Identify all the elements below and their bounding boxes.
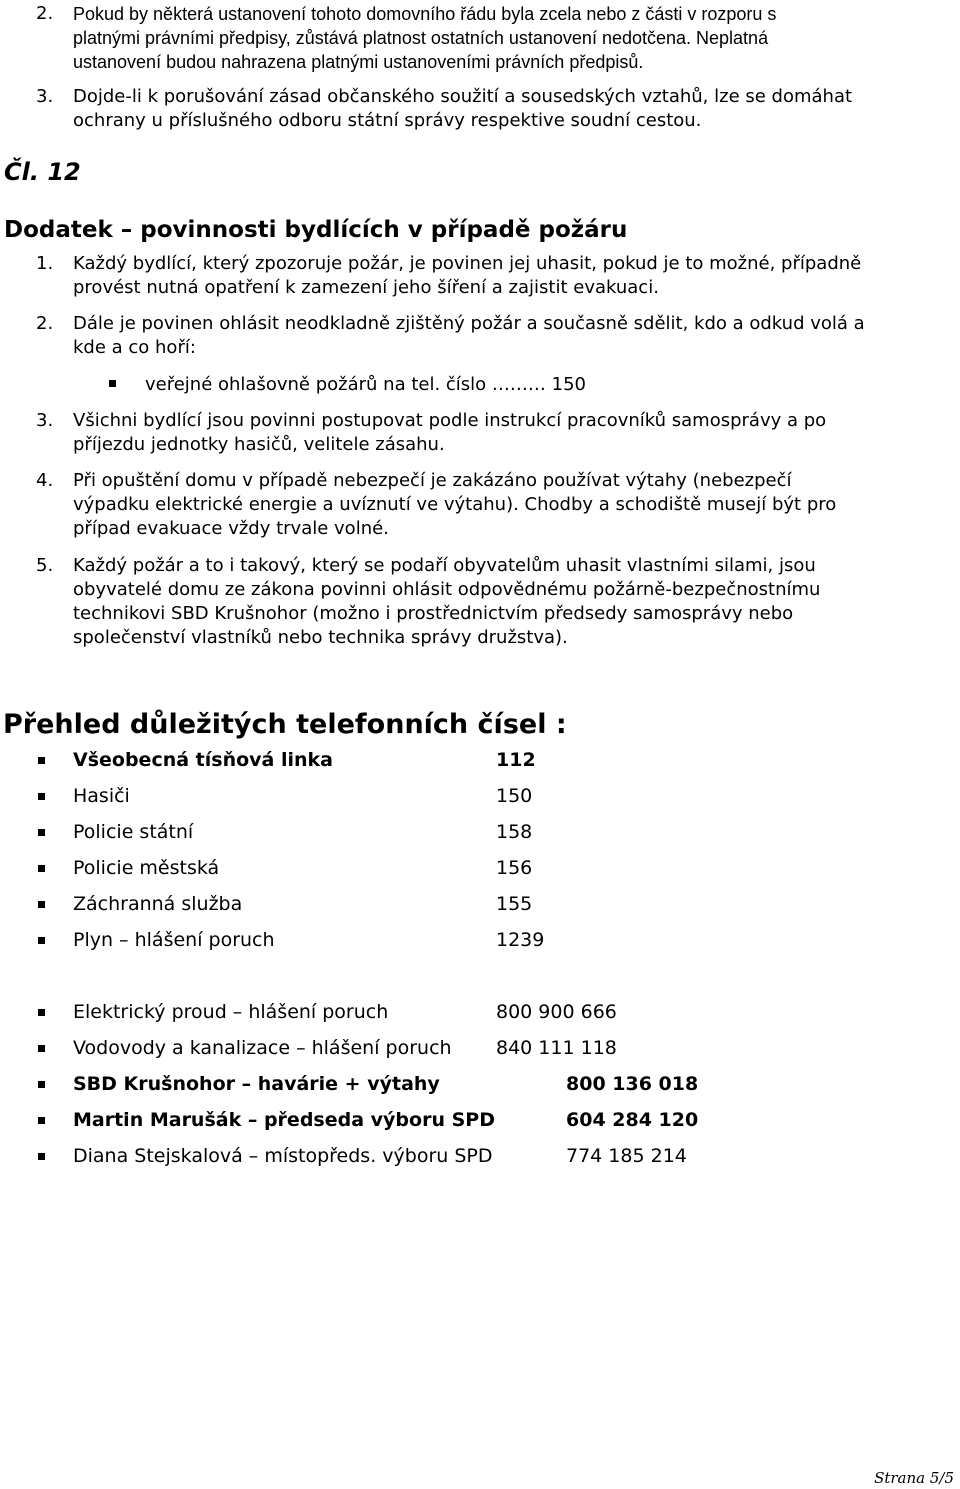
item-line: výpadku elektrické energie a uvíznutí ve výtahu). Chodby a schodiště musejí být pro xyxy=(73,494,837,515)
item-line: ochrany u příslušného odboru státní správy respektive soudní cestou. xyxy=(73,110,702,131)
item-line: kde a co hoří: xyxy=(73,337,196,358)
phone-name: SBD Krušnohor – havárie + výtahy xyxy=(73,1073,440,1095)
phone-name: Policie městská xyxy=(73,857,220,879)
item-line: ustanovení budou nahrazena platnými ustanoveními právních předpisů. xyxy=(73,52,644,72)
item-line: Dojde-li k porušování zásad občanského soužití a sousedských vztahů, lze se domáhat xyxy=(73,86,853,107)
phone-number: 158 xyxy=(496,821,533,843)
phone-name: Všeobecná tísňová linka xyxy=(73,749,333,771)
item-line: Každý požár a to i takový, který se podaří obyvatelům uhasit vlastními silami, jsou xyxy=(73,555,816,576)
page-number: Strana 5/5 xyxy=(874,1469,954,1487)
phone-name: Martin Marušák – předseda výboru SPD xyxy=(73,1109,495,1131)
bullet-icon xyxy=(38,829,45,836)
article-title: Dodatek – povinnosti bydlících v případě požáru xyxy=(4,217,628,243)
phone-number: 840 111 118 xyxy=(496,1037,617,1059)
phone-number: 155 xyxy=(496,893,533,915)
report-dots: ……… xyxy=(491,374,546,395)
item-line: případ evakuace vždy trvale volné. xyxy=(73,518,389,539)
phone-number: 1239 xyxy=(496,929,545,951)
report-number: 150 xyxy=(551,374,587,395)
phone-name: Vodovody a kanalizace – hlášení poruch xyxy=(73,1037,452,1059)
bullet-icon xyxy=(38,793,45,800)
item-number: 3. xyxy=(36,86,54,107)
item-line: platnými právními předpisy, zůstává platnost ostatních ustanovení nedotčena. Neplatná xyxy=(73,28,769,48)
item-text xyxy=(73,409,826,457)
item-line: Při opuštění domu v případě nebezpečí je zakázáno používat výtahy (nebezpečí xyxy=(73,470,792,491)
bullet-icon xyxy=(38,1045,45,1052)
phone-number: 150 xyxy=(496,785,533,807)
phone-name: Hasiči xyxy=(73,785,130,807)
phone-number: 604 284 120 xyxy=(566,1109,699,1131)
phone-name: Záchranná služba xyxy=(73,893,243,915)
item-text xyxy=(73,252,861,300)
phone-number: 800 900 666 xyxy=(496,1001,617,1023)
item-line: Dále je povinen ohlásit neodkladně zjištěný požár a současně sdělit, kdo a odkud volá a xyxy=(73,313,865,334)
bullet-icon xyxy=(38,1081,45,1088)
article-number: Čl. 12 xyxy=(4,158,81,186)
item-number: 2. xyxy=(36,313,54,334)
bullet-icon xyxy=(38,1009,45,1016)
bullet-icon xyxy=(38,1117,45,1124)
item-number: 3. xyxy=(36,410,54,431)
item-line: příjezdu jednotky hasičů, velitele zásahu. xyxy=(73,434,445,455)
item-number: 1. xyxy=(36,253,54,274)
bullet-icon xyxy=(38,1153,45,1160)
item-number: 5. xyxy=(36,555,54,576)
item-line: obyvatelé domu ze zákona povinni ohlásit odpovědnému požárně-bezpečnostnímu xyxy=(73,579,821,600)
phone-number: 800 136 018 xyxy=(566,1073,699,1095)
item-text xyxy=(73,85,852,133)
item-number: 4. xyxy=(36,470,54,491)
report-label-text: veřejné ohlašovně požárů na tel. číslo xyxy=(145,374,487,395)
item-line: Pokud by některá ustanovení tohoto domovního řádu byla zcela nebo z části v rozporu s xyxy=(73,4,777,24)
item-text xyxy=(73,469,836,541)
item-number: 2. xyxy=(36,3,54,24)
phone-number: 774 185 214 xyxy=(566,1145,687,1167)
item-text xyxy=(73,554,820,650)
bullet-icon xyxy=(38,865,45,872)
item-text xyxy=(73,312,865,360)
bullet-icon xyxy=(38,757,45,764)
bullet-icon xyxy=(38,901,45,908)
bullet-icon xyxy=(109,380,116,387)
phone-name: Diana Stejskalová – místopředs. výboru SPD xyxy=(73,1145,493,1167)
phone-name: Elektrický proud – hlášení poruch xyxy=(73,1001,389,1023)
item-line: Každý bydlící, který zpozoruje požár, je povinen jej uhasit, pokud je to možné, případně xyxy=(73,253,862,274)
phone-number: 156 xyxy=(496,857,533,879)
phones-title: Přehled důležitých telefonních čísel : xyxy=(3,709,567,740)
item-line: technikovi SBD Krušnohor (možno i prostřednictvím předsedy samosprávy nebo xyxy=(73,603,794,624)
phone-name: Plyn – hlášení poruch xyxy=(73,929,275,951)
report-label xyxy=(145,373,586,397)
item-line: Všichni bydlící jsou povinni postupovat podle instrukcí pracovníků samosprávy a po xyxy=(73,410,827,431)
bullet-icon xyxy=(38,937,45,944)
item-line: společenství vlastníků nebo technika správy družstva). xyxy=(73,627,568,648)
item-text xyxy=(73,2,776,74)
phone-name: Policie státní xyxy=(73,821,194,843)
phone-number: 112 xyxy=(496,749,536,771)
item-line: provést nutná opatření k zamezení jeho šíření a zajistit evakuaci. xyxy=(73,277,659,298)
